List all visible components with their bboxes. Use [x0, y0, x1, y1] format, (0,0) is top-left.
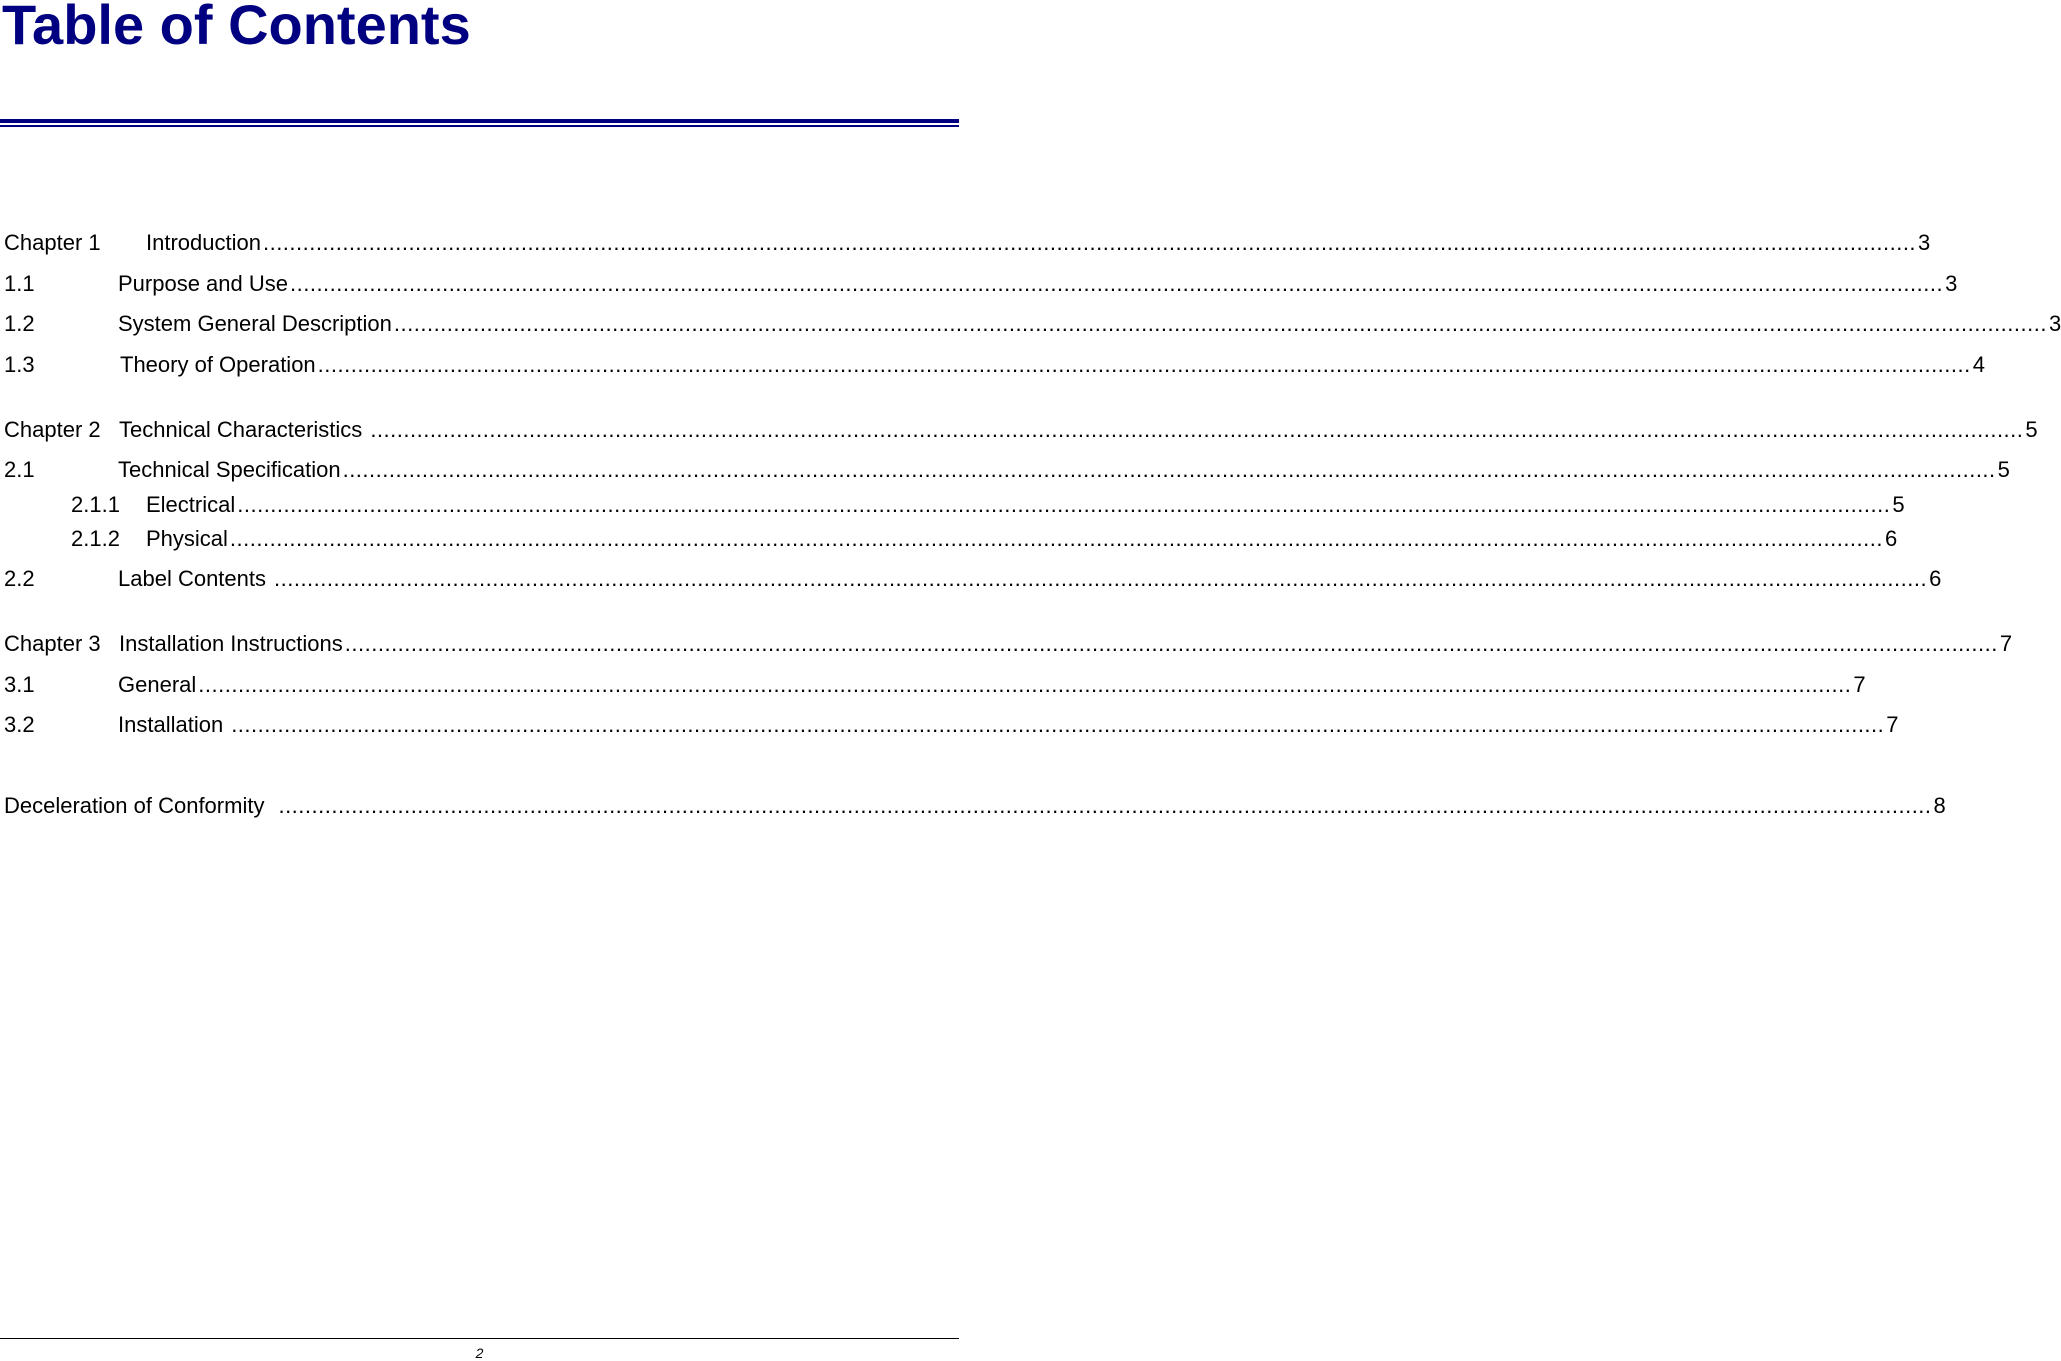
toc-entry-chapter-2[interactable]: [4, 415, 2038, 445]
toc-entry-number: 2.1: [4, 457, 35, 482]
toc-entry-page: 8: [1933, 793, 1946, 818]
toc-entry-page: 6: [1885, 526, 1898, 551]
toc-entry-page: 3: [1918, 230, 1931, 255]
toc-entry-title: Electrical: [146, 492, 236, 517]
toc-entry-number: Chapter 3: [4, 631, 101, 656]
toc-entry-2-1-1[interactable]: [4, 490, 1905, 520]
toc-entry-title: Deceleration of Conformity: [4, 793, 265, 818]
toc-entry-number: 1.3: [4, 352, 35, 377]
toc-entry-page: 3: [1945, 271, 1958, 296]
toc-entry-1-2[interactable]: [4, 309, 2061, 339]
toc-entry-title: System General Description: [118, 311, 392, 336]
toc-entry-title: Installation Instructions: [119, 631, 343, 656]
toc-entry-title: General: [118, 672, 197, 697]
toc-entry-number: 2.2: [4, 566, 35, 591]
toc-entry-page: 7: [1999, 631, 2013, 656]
toc-entry-title: Technical Characteristics: [119, 417, 363, 442]
footer-rule: [0, 1338, 959, 1339]
toc-entry-1-3[interactable]: [4, 350, 1985, 380]
dot-leader: ..........................................................................................................................................................................................................................................................: [290, 271, 1944, 296]
dot-leader: ..........................................................................................................................................................................................................................................................: [344, 631, 1998, 656]
dot-leader: ..........................................................................................................................................................................................................................................................: [262, 230, 1917, 255]
page-title: Table of Contents: [2, 0, 471, 56]
toc-entry-page: 6: [1929, 566, 1942, 591]
toc-entry-page: 7: [1886, 712, 1899, 737]
toc-entry-number: 1.2: [4, 311, 35, 336]
toc-entry-3-2[interactable]: [4, 710, 1899, 740]
toc-entry-number: Chapter 2: [4, 417, 101, 442]
dot-leader: ..........................................................................................................................................................................................................................................................: [274, 566, 1928, 591]
toc-entry-title: Physical: [146, 526, 228, 551]
toc-entry-number: 1.1: [4, 271, 35, 296]
toc-entry-2-1[interactable]: [4, 455, 2010, 485]
toc-entry-number: 3.2: [4, 712, 35, 737]
footer-page-number: 2: [475, 1345, 484, 1361]
toc-entry-number: 3.1: [4, 672, 35, 697]
toc-entry-number: Chapter 1: [4, 230, 101, 255]
toc-entry-page: 5: [1997, 457, 2010, 482]
toc-entry-number: 2.1.2: [71, 526, 120, 551]
dot-leader: ..........................................................................................................................................................................................................................................................: [317, 352, 1971, 377]
toc-entry-title: Label Contents: [118, 566, 266, 591]
toc-entry-chapter-3[interactable]: [4, 629, 2013, 659]
toc-entry-page: 7: [1853, 672, 1866, 697]
dot-leader: ..........................................................................................................................................................................................................................................................: [237, 492, 1891, 517]
dot-leader: ..........................................................................................................................................................................................................................................................: [229, 526, 1883, 551]
dot-leader: ..........................................................................................................................................................................................................................................................: [231, 712, 1885, 737]
toc-entry-title: Introduction: [146, 230, 261, 255]
toc-entry-2-2[interactable]: [4, 564, 1942, 594]
toc-entry-title: Theory of Operation: [120, 352, 316, 377]
toc-entry-3-1[interactable]: [4, 670, 1866, 700]
dot-leader: ..........................................................................................................................................................................................................................................................: [198, 672, 1852, 697]
dot-leader: ..........................................................................................................................................................................................................................................................: [278, 793, 1932, 818]
toc-entry-title: Technical Specification: [118, 457, 341, 482]
toc-entry-number: 2.1.1: [71, 492, 120, 517]
toc-entry-page: 3: [2048, 311, 2061, 336]
toc-entry-chapter-1[interactable]: [4, 228, 1931, 258]
toc-entry-page: 5: [2025, 417, 2038, 442]
toc-entry-page: 5: [1892, 492, 1905, 517]
dot-leader: ..........................................................................................................................................................................................................................................................: [393, 311, 2047, 336]
toc-entry-page: 4: [1972, 352, 1985, 377]
toc-entry-conformity[interactable]: [4, 791, 1946, 821]
toc-entry-2-1-2[interactable]: [4, 524, 1898, 554]
toc-entry-1-1[interactable]: [4, 269, 1958, 299]
toc-entry-title: Purpose and Use: [118, 271, 288, 296]
toc-entry-title: Installation: [118, 712, 224, 737]
dot-leader: ..........................................................................................................................................................................................................................................................: [370, 417, 2024, 442]
dot-leader: ..........................................................................................................................................................................................................................................................: [342, 457, 1996, 482]
